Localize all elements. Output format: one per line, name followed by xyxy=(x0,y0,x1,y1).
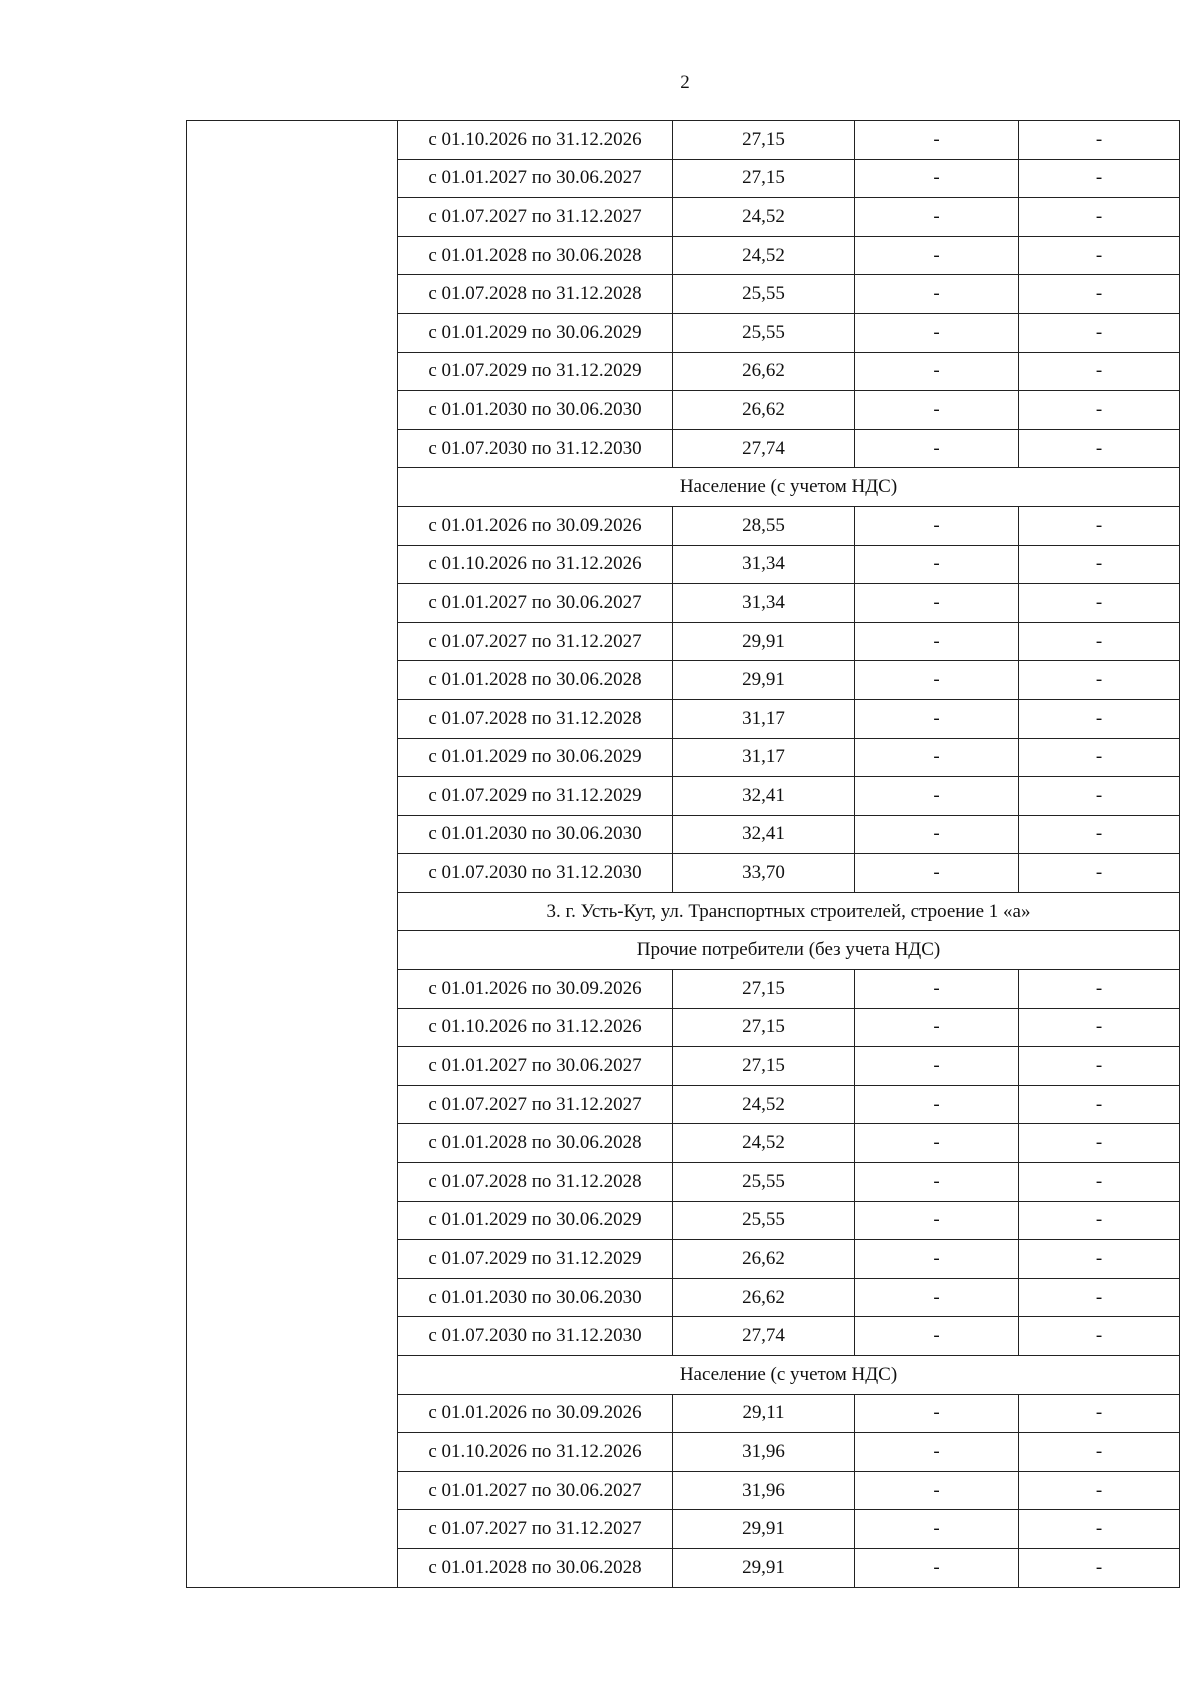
tariff-value-cell: 32,41 xyxy=(673,777,855,816)
tariff-value-cell: 31,96 xyxy=(673,1433,855,1472)
dash-cell: - xyxy=(855,699,1019,738)
dash-cell: - xyxy=(855,236,1019,275)
period-cell: с 01.01.2026 по 30.09.2026 xyxy=(398,1394,673,1433)
dash-cell: - xyxy=(1019,1047,1180,1086)
table-row xyxy=(187,121,1180,160)
dash-cell: - xyxy=(855,777,1019,816)
dash-cell: - xyxy=(1019,506,1180,545)
period-cell: с 01.07.2030 по 31.12.2030 xyxy=(398,1317,673,1356)
dash-cell: - xyxy=(1019,622,1180,661)
period-cell: с 01.01.2028 по 30.06.2028 xyxy=(398,236,673,275)
dash-cell: - xyxy=(855,391,1019,430)
tariff-table-body xyxy=(187,121,1180,1588)
dash-cell: - xyxy=(1019,584,1180,623)
dash-cell: - xyxy=(1019,121,1180,160)
dash-cell: - xyxy=(855,545,1019,584)
dash-cell: - xyxy=(1019,1471,1180,1510)
tariff-value-cell: 27,15 xyxy=(673,970,855,1009)
period-cell: с 01.07.2028 по 31.12.2028 xyxy=(398,699,673,738)
period-cell: с 01.07.2029 по 31.12.2029 xyxy=(398,777,673,816)
dash-cell: - xyxy=(855,584,1019,623)
tariff-value-cell: 31,17 xyxy=(673,699,855,738)
period-cell: с 01.07.2029 по 31.12.2029 xyxy=(398,1240,673,1279)
dash-cell: - xyxy=(855,970,1019,1009)
tariff-value-cell: 26,62 xyxy=(673,1278,855,1317)
dash-cell: - xyxy=(1019,1548,1180,1587)
period-cell: с 01.07.2027 по 31.12.2027 xyxy=(398,622,673,661)
dash-cell: - xyxy=(1019,1124,1180,1163)
tariff-value-cell: 26,62 xyxy=(673,391,855,430)
dash-cell: - xyxy=(855,1047,1019,1086)
dash-cell: - xyxy=(1019,352,1180,391)
dash-cell: - xyxy=(1019,313,1180,352)
dash-cell: - xyxy=(1019,970,1180,1009)
period-cell: с 01.10.2026 по 31.12.2026 xyxy=(398,121,673,160)
tariff-value-cell: 24,52 xyxy=(673,236,855,275)
dash-cell: - xyxy=(855,1394,1019,1433)
dash-cell: - xyxy=(1019,661,1180,700)
period-cell: с 01.01.2028 по 30.06.2028 xyxy=(398,1124,673,1163)
period-cell: с 01.01.2026 по 30.09.2026 xyxy=(398,506,673,545)
section-header-cell: Население (с учетом НДС) xyxy=(398,468,1180,507)
period-cell: с 01.07.2027 по 31.12.2027 xyxy=(398,1510,673,1549)
tariff-value-cell: 33,70 xyxy=(673,854,855,893)
dash-cell: - xyxy=(855,275,1019,314)
period-cell: с 01.07.2030 по 31.12.2030 xyxy=(398,854,673,893)
tariff-value-cell: 24,52 xyxy=(673,198,855,237)
tariff-value-cell: 26,62 xyxy=(673,1240,855,1279)
tariff-value-cell: 28,55 xyxy=(673,506,855,545)
dash-cell: - xyxy=(1019,159,1180,198)
tariff-value-cell: 27,15 xyxy=(673,1047,855,1086)
tariff-value-cell: 27,15 xyxy=(673,121,855,160)
dash-cell: - xyxy=(855,622,1019,661)
section-header-cell: 3. г. Усть-Кут, ул. Транспортных строителей, строение 1 «а» xyxy=(398,892,1180,931)
period-cell: с 01.07.2027 по 31.12.2027 xyxy=(398,198,673,237)
period-cell: с 01.10.2026 по 31.12.2026 xyxy=(398,545,673,584)
dash-cell: - xyxy=(1019,429,1180,468)
tariff-value-cell: 27,74 xyxy=(673,429,855,468)
page-number: 2 xyxy=(680,72,690,93)
period-cell: с 01.01.2030 по 30.06.2030 xyxy=(398,391,673,430)
tariff-value-cell: 29,91 xyxy=(673,622,855,661)
dash-cell: - xyxy=(855,854,1019,893)
dash-cell: - xyxy=(855,429,1019,468)
period-cell: с 01.01.2026 по 30.09.2026 xyxy=(398,970,673,1009)
tariff-table xyxy=(186,120,1180,1588)
tariff-value-cell: 24,52 xyxy=(673,1085,855,1124)
dash-cell: - xyxy=(855,661,1019,700)
dash-cell: - xyxy=(855,1510,1019,1549)
dash-cell: - xyxy=(855,1433,1019,1472)
dash-cell: - xyxy=(1019,699,1180,738)
dash-cell: - xyxy=(855,1548,1019,1587)
period-cell: с 01.10.2026 по 31.12.2026 xyxy=(398,1008,673,1047)
dash-cell: - xyxy=(1019,1240,1180,1279)
merged-left-cell xyxy=(187,121,398,1588)
dash-cell: - xyxy=(855,198,1019,237)
tariff-value-cell: 27,15 xyxy=(673,159,855,198)
dash-cell: - xyxy=(855,352,1019,391)
dash-cell: - xyxy=(855,1240,1019,1279)
tariff-value-cell: 26,62 xyxy=(673,352,855,391)
dash-cell: - xyxy=(1019,777,1180,816)
tariff-value-cell: 29,91 xyxy=(673,1548,855,1587)
dash-cell: - xyxy=(1019,1201,1180,1240)
period-cell: с 01.01.2028 по 30.06.2028 xyxy=(398,661,673,700)
dash-cell: - xyxy=(1019,1008,1180,1047)
period-cell: с 01.01.2029 по 30.06.2029 xyxy=(398,1201,673,1240)
dash-cell: - xyxy=(1019,198,1180,237)
dash-cell: - xyxy=(1019,1317,1180,1356)
dash-cell: - xyxy=(1019,275,1180,314)
period-cell: с 01.01.2027 по 30.06.2027 xyxy=(398,159,673,198)
dash-cell: - xyxy=(855,1317,1019,1356)
dash-cell: - xyxy=(1019,1394,1180,1433)
dash-cell: - xyxy=(1019,1433,1180,1472)
period-cell: с 01.01.2030 по 30.06.2030 xyxy=(398,815,673,854)
dash-cell: - xyxy=(1019,1085,1180,1124)
dash-cell: - xyxy=(1019,854,1180,893)
dash-cell: - xyxy=(1019,815,1180,854)
dash-cell: - xyxy=(855,121,1019,160)
dash-cell: - xyxy=(855,313,1019,352)
tariff-value-cell: 24,52 xyxy=(673,1124,855,1163)
dash-cell: - xyxy=(855,1124,1019,1163)
tariff-value-cell: 25,55 xyxy=(673,313,855,352)
dash-cell: - xyxy=(855,159,1019,198)
dash-cell: - xyxy=(1019,391,1180,430)
tariff-value-cell: 29,91 xyxy=(673,1510,855,1549)
period-cell: с 01.01.2030 по 30.06.2030 xyxy=(398,1278,673,1317)
dash-cell: - xyxy=(1019,1163,1180,1202)
tariff-value-cell: 29,11 xyxy=(673,1394,855,1433)
tariff-value-cell: 27,74 xyxy=(673,1317,855,1356)
tariff-value-cell: 25,55 xyxy=(673,1201,855,1240)
dash-cell: - xyxy=(1019,738,1180,777)
dash-cell: - xyxy=(855,1163,1019,1202)
dash-cell: - xyxy=(1019,236,1180,275)
period-cell: с 01.01.2028 по 30.06.2028 xyxy=(398,1548,673,1587)
tariff-value-cell: 27,15 xyxy=(673,1008,855,1047)
tariff-value-cell: 32,41 xyxy=(673,815,855,854)
tariff-value-cell: 29,91 xyxy=(673,661,855,700)
dash-cell: - xyxy=(1019,545,1180,584)
period-cell: с 01.07.2030 по 31.12.2030 xyxy=(398,429,673,468)
period-cell: с 01.01.2027 по 30.06.2027 xyxy=(398,584,673,623)
tariff-value-cell: 31,34 xyxy=(673,584,855,623)
tariff-value-cell: 31,17 xyxy=(673,738,855,777)
dash-cell: - xyxy=(1019,1278,1180,1317)
period-cell: с 01.07.2028 по 31.12.2028 xyxy=(398,1163,673,1202)
period-cell: с 01.01.2027 по 30.06.2027 xyxy=(398,1471,673,1510)
dash-cell: - xyxy=(855,506,1019,545)
period-cell: с 01.01.2027 по 30.06.2027 xyxy=(398,1047,673,1086)
dash-cell: - xyxy=(855,815,1019,854)
dash-cell: - xyxy=(855,1008,1019,1047)
period-cell: с 01.01.2029 по 30.06.2029 xyxy=(398,313,673,352)
dash-cell: - xyxy=(855,1201,1019,1240)
tariff-value-cell: 31,34 xyxy=(673,545,855,584)
period-cell: с 01.01.2029 по 30.06.2029 xyxy=(398,738,673,777)
dash-cell: - xyxy=(855,738,1019,777)
tariff-value-cell: 25,55 xyxy=(673,275,855,314)
dash-cell: - xyxy=(855,1471,1019,1510)
section-header-cell: Население (с учетом НДС) xyxy=(398,1356,1180,1395)
dash-cell: - xyxy=(1019,1510,1180,1549)
dash-cell: - xyxy=(855,1085,1019,1124)
period-cell: с 01.07.2028 по 31.12.2028 xyxy=(398,275,673,314)
dash-cell: - xyxy=(855,1278,1019,1317)
tariff-value-cell: 31,96 xyxy=(673,1471,855,1510)
period-cell: с 01.07.2027 по 31.12.2027 xyxy=(398,1085,673,1124)
period-cell: с 01.07.2029 по 31.12.2029 xyxy=(398,352,673,391)
period-cell: с 01.10.2026 по 31.12.2026 xyxy=(398,1433,673,1472)
section-header-cell: Прочие потребители (без учета НДС) xyxy=(398,931,1180,970)
tariff-value-cell: 25,55 xyxy=(673,1163,855,1202)
